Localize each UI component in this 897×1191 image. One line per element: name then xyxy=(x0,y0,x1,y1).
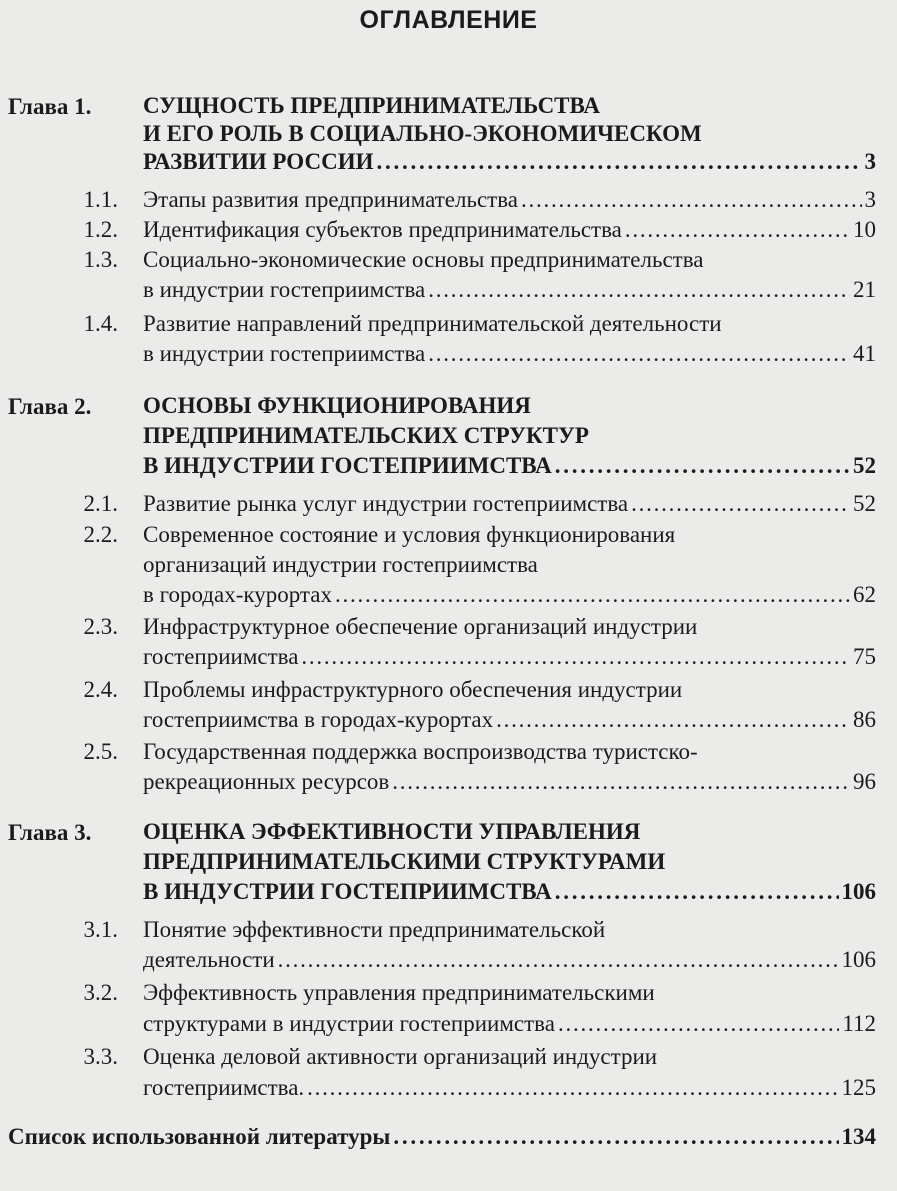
section-page: 10 xyxy=(853,217,876,242)
section-number: 1.4. xyxy=(83,311,118,336)
page-title: ОГЛАВЛЕНИЕ xyxy=(359,6,538,34)
chapter-3-label: Глава 3. xyxy=(8,820,92,845)
section-2-4-entry[interactable] xyxy=(143,706,876,734)
section-title-line: Развитие направлений предпринимательской деятельности xyxy=(143,311,722,336)
section-1-2-entry[interactable] xyxy=(143,216,876,244)
section-title-line: Эффективность управления предпринимательскими xyxy=(143,980,655,1005)
section-number: 2.5. xyxy=(83,739,118,764)
chapter-2-entry[interactable] xyxy=(143,452,876,480)
dot-leader xyxy=(496,706,850,734)
chapter-1-title-line-2: И ЕГО РОЛЬ В СОЦИАЛЬНО-ЭКОНОМИЧЕСКОМ xyxy=(143,121,702,146)
section-title: в индустрии гостеприимства xyxy=(143,341,426,366)
chapter-2-title-line-1: ОСНОВЫ ФУНКЦИОНИРОВАНИЯ xyxy=(143,393,531,418)
dot-leader xyxy=(555,878,839,906)
section-number: 2.2. xyxy=(83,522,118,547)
dot-leader xyxy=(307,1074,838,1102)
section-page: 52 xyxy=(853,491,876,516)
section-number: 1.2. xyxy=(83,217,118,242)
section-page: 96 xyxy=(853,769,876,794)
chapter-1-title-line-1: СУЩНОСТЬ ПРЕДПРИНИМАТЕЛЬСТВА xyxy=(143,93,601,118)
bibliography-label: Список использованной литературы xyxy=(8,1124,391,1149)
chapter-3-page: 106 xyxy=(841,879,876,904)
dot-leader xyxy=(428,276,850,304)
section-page: 75 xyxy=(853,644,876,669)
chapter-1-title-line-3: РАЗВИТИИ РОССИИ xyxy=(143,149,374,174)
section-title-line: Государственная поддержка воспроизводства туристско- xyxy=(143,739,698,764)
chapter-2-title-line-2: ПРЕДПРИНИМАТЕЛЬСКИХ СТРУКТУР xyxy=(143,423,589,448)
section-page: 86 xyxy=(853,707,876,732)
dot-leader xyxy=(558,1010,839,1038)
section-page: 21 xyxy=(853,277,876,302)
chapter-2-title-line-3: В ИНДУСТРИИ ГОСТЕПРИИМСТВА xyxy=(143,453,552,478)
dot-leader xyxy=(631,490,850,518)
section-title: Этапы развития предпринимательства xyxy=(143,187,518,212)
section-number: 1.1. xyxy=(83,187,118,212)
chapter-2-page: 52 xyxy=(853,453,876,478)
section-number: 2.3. xyxy=(83,614,118,639)
chapter-1-entry[interactable] xyxy=(143,148,876,176)
section-title: Развитие рынка услуг индустрии гостеприимства xyxy=(143,491,629,516)
chapter-1-page: 3 xyxy=(864,149,876,174)
section-title: деятельности xyxy=(143,947,275,972)
section-3-1-entry[interactable] xyxy=(143,946,876,974)
section-1-4-entry[interactable] xyxy=(143,340,876,368)
dot-leader xyxy=(392,768,850,796)
dot-leader xyxy=(625,216,850,244)
section-title: рекреационных ресурсов xyxy=(143,769,390,794)
dot-leader xyxy=(428,340,850,368)
chapter-3-entry[interactable] xyxy=(143,878,876,906)
section-title-line: Оценка деловой активности организаций индустрии xyxy=(143,1044,658,1069)
section-number: 3.2. xyxy=(83,980,118,1005)
section-page: 62 xyxy=(853,582,876,607)
section-3-3-entry[interactable] xyxy=(143,1074,876,1102)
section-title: в городах-курортах xyxy=(143,582,332,607)
chapter-3-title-line-1: ОЦЕНКА ЭФФЕКТИВНОСТИ УПРАВЛЕНИЯ xyxy=(143,819,641,844)
section-page: 41 xyxy=(853,341,876,366)
section-number: 3.1. xyxy=(83,917,118,942)
chapter-2-label: Глава 2. xyxy=(8,394,92,419)
chapter-3-title-line-2: ПРЕДПРИНИМАТЕЛЬСКИМИ СТРУКТУРАМИ xyxy=(143,849,666,874)
section-2-2-entry[interactable] xyxy=(143,581,876,609)
section-title-line: Современное состояние и условия функционирования xyxy=(143,522,676,547)
section-title-line: Социально-экономические основы предпринимательства xyxy=(143,247,704,272)
dot-leader xyxy=(301,643,850,671)
section-1-3-entry[interactable] xyxy=(143,276,876,304)
dot-leader xyxy=(393,1123,838,1151)
section-1-1-entry[interactable] xyxy=(143,186,876,214)
section-title: структурами в индустрии гостеприимства xyxy=(143,1011,555,1036)
dot-leader xyxy=(278,946,839,974)
section-2-3-entry[interactable] xyxy=(143,643,876,671)
section-title: гостеприимства. xyxy=(143,1075,305,1100)
chapter-3-title-line-3: В ИНДУСТРИИ ГОСТЕПРИИМСТВА xyxy=(143,879,552,904)
section-title-line: Понятие эффективности предпринимательской xyxy=(143,917,606,942)
section-2-5-entry[interactable] xyxy=(143,768,876,796)
dot-leader xyxy=(376,148,861,176)
bibliography-entry[interactable] xyxy=(8,1123,876,1151)
dot-leader xyxy=(555,452,850,480)
section-title: гостеприимства xyxy=(143,644,299,669)
section-number: 2.1. xyxy=(83,491,118,516)
section-page: 106 xyxy=(841,947,876,972)
section-number: 1.3. xyxy=(83,247,118,272)
bibliography-page: 134 xyxy=(841,1124,876,1149)
section-title: в индустрии гостеприимства xyxy=(143,277,426,302)
section-title-line: Проблемы инфраструктурного обеспечения индустрии xyxy=(143,677,683,702)
chapter-1-label: Глава 1. xyxy=(8,94,92,119)
section-title-line: организаций индустрии гостеприимства xyxy=(143,552,538,577)
section-number: 3.3. xyxy=(83,1044,118,1069)
dot-leader xyxy=(335,581,850,609)
section-page: 125 xyxy=(841,1075,876,1100)
section-number: 2.4. xyxy=(83,677,118,702)
section-page: 3 xyxy=(864,187,876,212)
section-3-2-entry[interactable] xyxy=(143,1010,876,1038)
section-title: гостеприимства в городах-курортах xyxy=(143,707,494,732)
section-2-1-entry[interactable] xyxy=(143,490,876,518)
section-title-line: Инфраструктурное обеспечение организаций индустрии xyxy=(143,614,698,639)
dot-leader xyxy=(521,186,862,214)
section-title: Идентификация субъектов предпринимательства xyxy=(143,217,622,242)
section-page: 112 xyxy=(842,1011,876,1036)
